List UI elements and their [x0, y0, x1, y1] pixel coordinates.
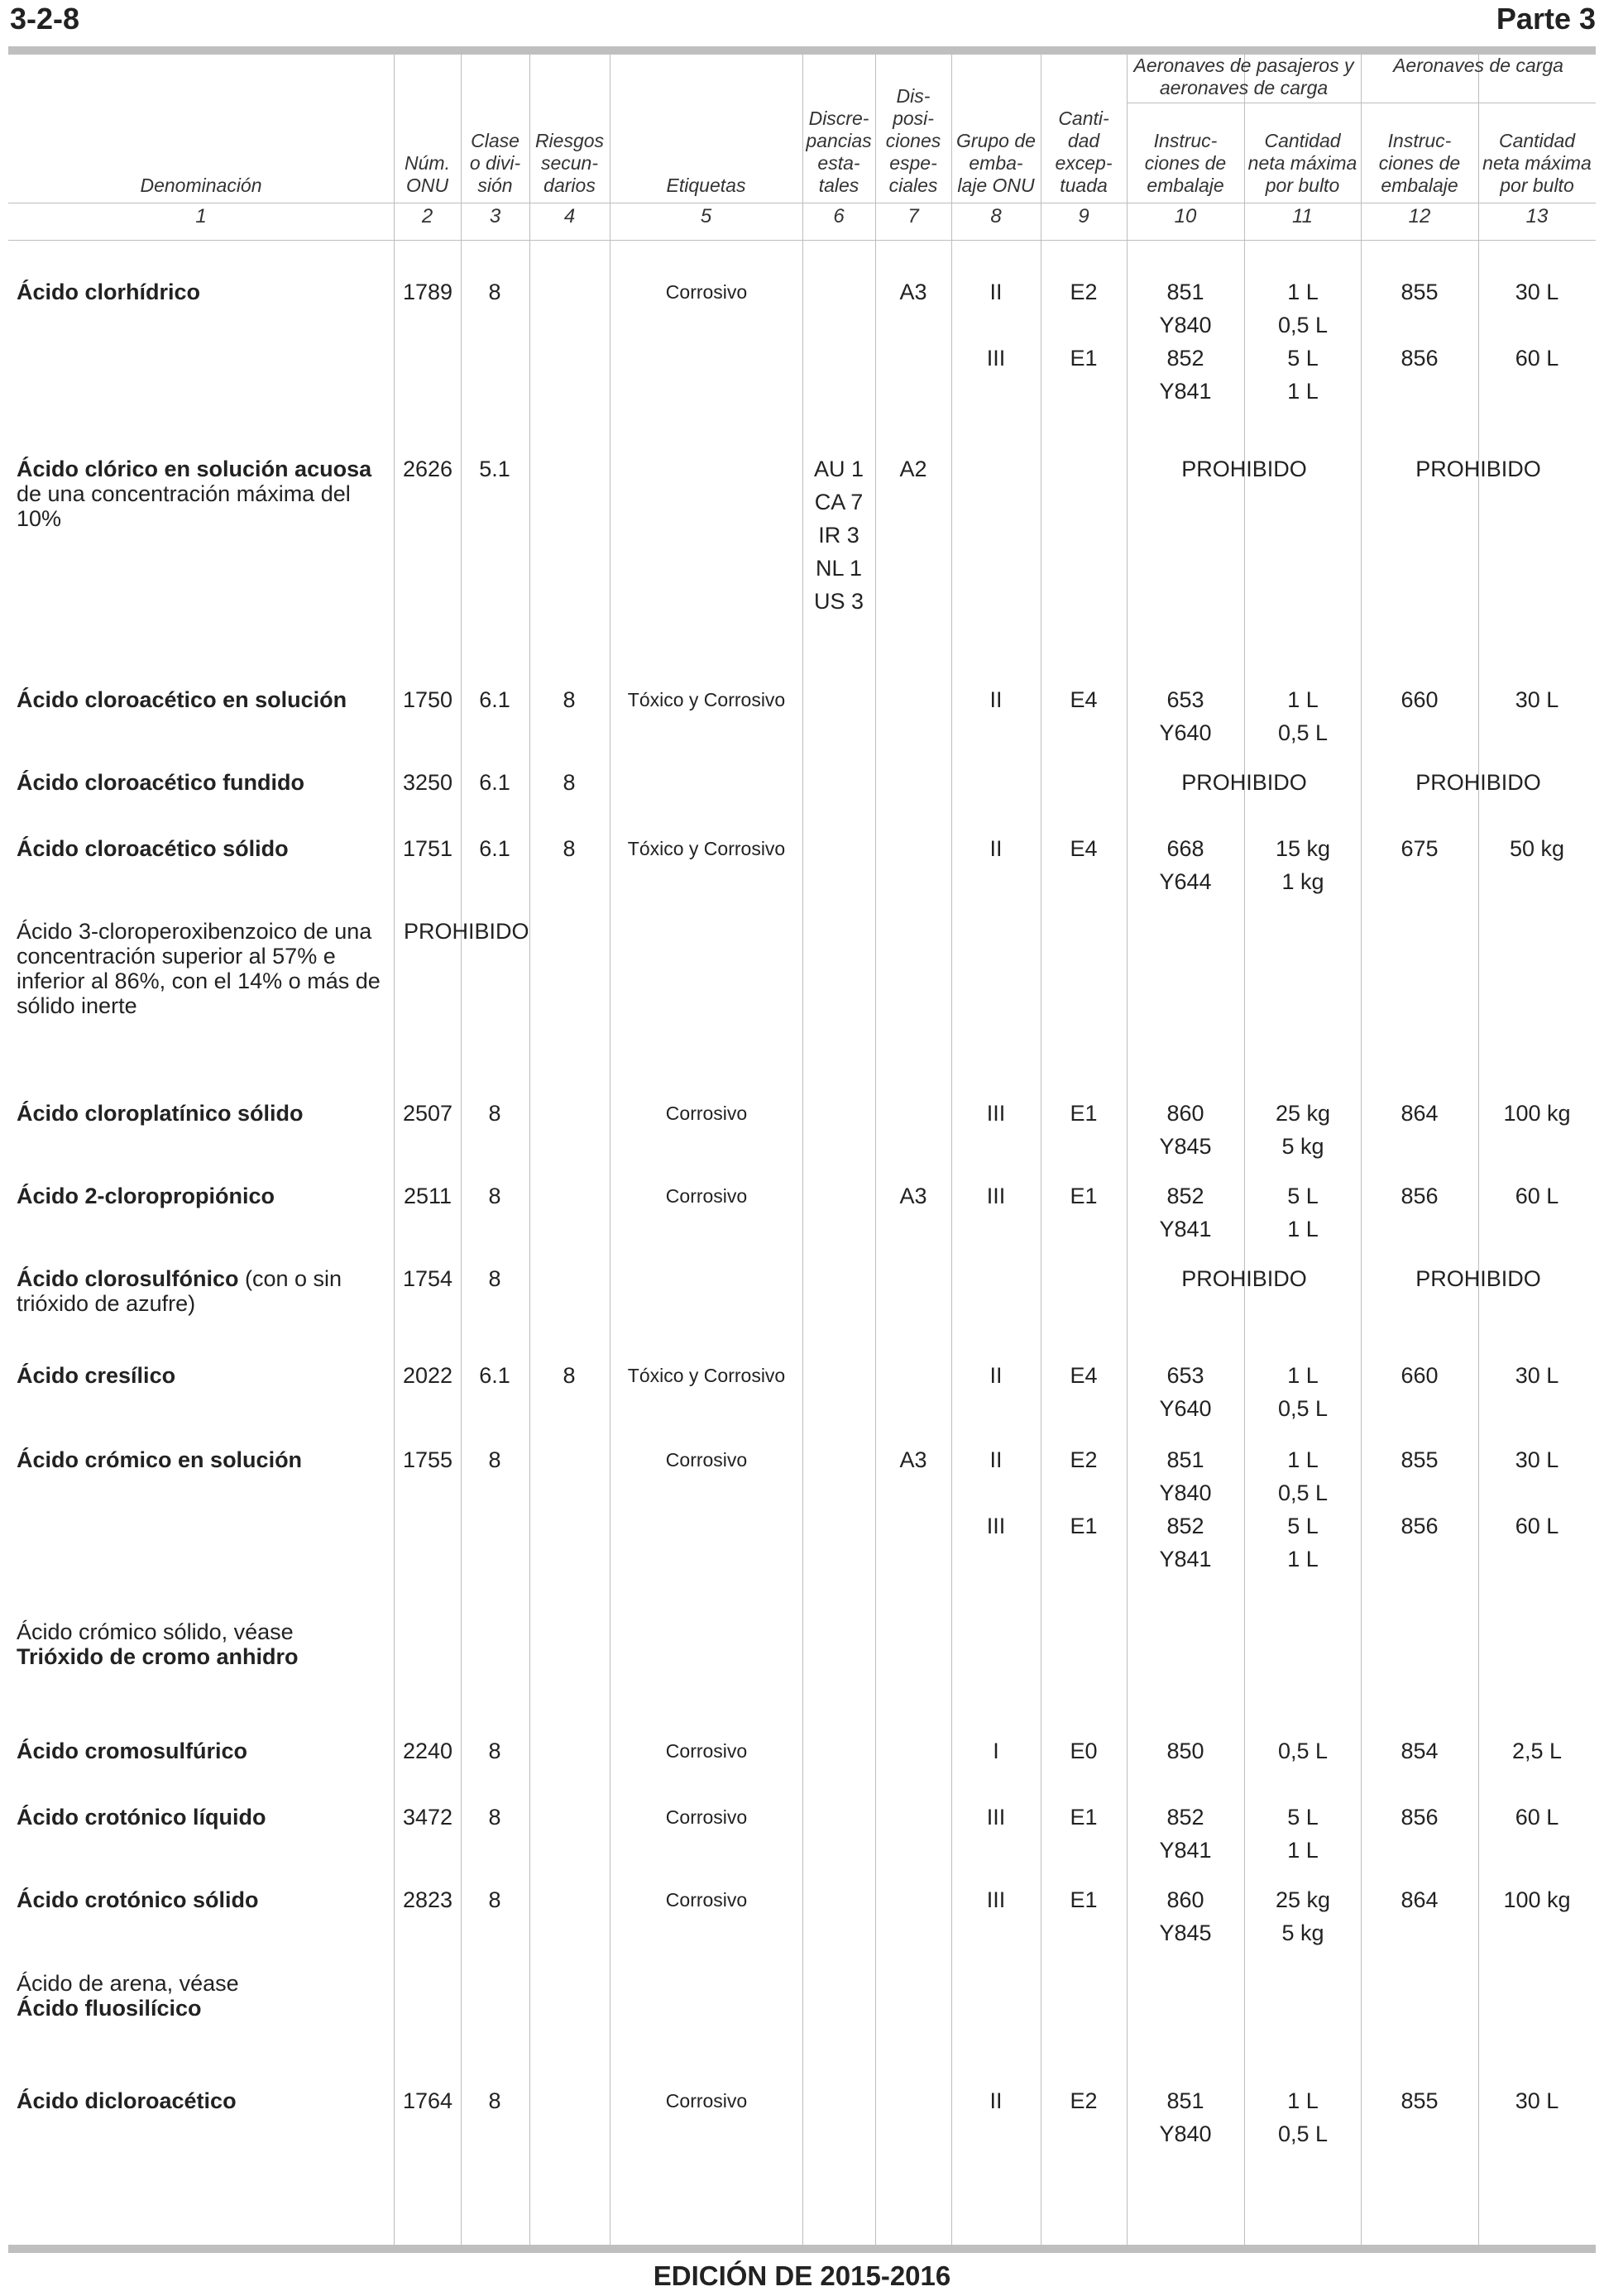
packing-value: 1 L: [1287, 2088, 1319, 2113]
forbidden-cargo: PROHIBIDO: [1415, 1266, 1541, 1291]
packing-value: 0,5 L: [1277, 1739, 1329, 1763]
column-divider: [461, 55, 462, 2245]
column-header-label: Cantidad neta máxima por bulto: [1482, 130, 1592, 196]
hazard-class: 6.1: [479, 687, 510, 712]
packing-value: 851: [1166, 1447, 1204, 1472]
subsidiary-risk: 8: [563, 687, 576, 712]
packing-value: 851: [1166, 280, 1204, 304]
packing-value: 100 kg: [1503, 1887, 1571, 1912]
substance-name-bold: Ácido crómico en solución: [17, 1447, 303, 1472]
packing-value: E2: [1070, 1447, 1098, 1472]
substance-name-plain: Ácido 3-cloroperoxibenzoico de una concentración superior al 57% e inferior al 86%, con el 14% o más de sólido inerte: [17, 919, 381, 1018]
packing-value: Y841: [1159, 379, 1212, 404]
packing-value: 653: [1166, 1363, 1204, 1388]
packing-value: 668: [1166, 836, 1204, 861]
forbidden-cargo: PROHIBIDO: [1415, 770, 1541, 795]
packing-value: II: [989, 836, 1003, 861]
column-header-label: Discre- pancias esta- tales: [806, 108, 872, 196]
column-number: 13: [1525, 205, 1549, 227]
packing-value: Y640: [1159, 1396, 1212, 1421]
substance-name-bold: Ácido crotónico sólido: [17, 1887, 259, 1912]
state-variation: US 3: [813, 589, 864, 614]
part-title: Parte 3: [1496, 2, 1596, 36]
column-divider: [875, 55, 876, 2245]
column-divider: [1361, 55, 1362, 2245]
substance-name: [17, 770, 393, 795]
packing-value: 860: [1166, 1887, 1204, 1912]
packing-value: III: [986, 346, 1006, 371]
substance-name-bold: Ácido clórico en solución acuosa: [17, 457, 372, 481]
packing-value: 30 L: [1515, 1447, 1559, 1472]
hazard-label: Corrosivo: [665, 1185, 748, 1207]
un-number: 2507: [402, 1101, 453, 1126]
packing-value: 0,5 L: [1277, 1396, 1329, 1421]
substance-name-rest: de una concentración máxima del 10%: [17, 481, 351, 531]
substance-name-bold: Ácido cloroacético fundido: [17, 770, 305, 795]
column-header-label: Clase o divi- sión: [469, 130, 521, 196]
packing-value: 1 L: [1287, 687, 1319, 712]
un-number: 1754: [402, 1266, 453, 1291]
packing-value: 851: [1166, 2088, 1204, 2113]
packing-value: 30 L: [1515, 1363, 1559, 1388]
packing-value: 0,5 L: [1277, 2121, 1329, 2146]
packing-value: E2: [1070, 280, 1098, 304]
packing-value: Y644: [1159, 869, 1212, 894]
substance-name: [17, 1805, 393, 1830]
substance-name: [17, 1363, 393, 1388]
hazard-class: 8: [488, 1805, 501, 1830]
top-rule: [8, 46, 1596, 55]
packing-value: E0: [1070, 1739, 1098, 1763]
state-variation: NL 1: [815, 556, 863, 581]
substance-name: [17, 1447, 393, 1472]
un-number: 3472: [402, 1805, 453, 1830]
packing-value: 675: [1401, 836, 1439, 861]
packing-value: 25 kg: [1275, 1101, 1331, 1126]
column-number: 10: [1174, 205, 1197, 227]
packing-value: Y840: [1159, 2121, 1212, 2146]
packing-value: III: [986, 1805, 1006, 1830]
substance-name-bold: Ácido 2-cloropropiónico: [17, 1184, 275, 1208]
column-header: [1478, 104, 1596, 202]
packing-value: Y840: [1159, 1480, 1212, 1505]
column-header-label: Denominación: [140, 175, 262, 196]
column-header: [461, 55, 529, 202]
column-header-label: Grupo de emba- laje ONU: [956, 130, 1036, 196]
packing-value: 5 L: [1287, 346, 1319, 371]
subsidiary-risk: 8: [563, 1363, 576, 1388]
column-header-label: Canti- dad excep- tuada: [1055, 108, 1113, 196]
packing-value: E1: [1070, 1184, 1098, 1208]
packing-value: 855: [1401, 2088, 1439, 2113]
un-number: 1755: [402, 1447, 453, 1472]
state-variation: AU 1: [813, 457, 864, 481]
packing-value: 60 L: [1515, 1184, 1559, 1208]
hazard-class: 6.1: [479, 770, 510, 795]
hazard-class: 5.1: [479, 457, 510, 481]
forbidden-passenger: PROHIBIDO: [1181, 770, 1307, 795]
section-number: 3-2-8: [10, 2, 80, 36]
bottom-rule: [8, 2245, 1596, 2253]
column-number: 4: [563, 205, 576, 227]
special-provision: A3: [899, 280, 927, 304]
column-header-label: Núm. ONU: [405, 152, 450, 196]
packing-value: 1 L: [1287, 1217, 1319, 1241]
packing-value: 1 kg: [1281, 869, 1324, 894]
column-number: 8: [990, 205, 1002, 227]
packing-value: E1: [1070, 346, 1098, 371]
forbidden-cargo: PROHIBIDO: [1415, 457, 1541, 481]
state-variation: IR 3: [818, 523, 859, 548]
special-provision: A3: [899, 1184, 927, 1208]
packing-value: 855: [1401, 280, 1439, 304]
packing-value: II: [989, 1447, 1003, 1472]
packing-value: 60 L: [1515, 1805, 1559, 1830]
packing-value: 0,5 L: [1277, 720, 1329, 745]
packing-value: 5 L: [1287, 1805, 1319, 1830]
packing-value: 660: [1401, 1363, 1439, 1388]
substance-name-bold: Ácido dicloroacético: [17, 2088, 237, 2113]
packing-value: II: [989, 280, 1003, 304]
column-number: 6: [833, 205, 845, 227]
packing-value: 660: [1401, 687, 1439, 712]
packing-value: 856: [1401, 1805, 1439, 1830]
column-header-label: Riesgos secun- darios: [534, 130, 605, 196]
substance-name: [17, 919, 393, 1018]
packing-value: 852: [1166, 1184, 1204, 1208]
column-number: 3: [489, 205, 501, 227]
substance-name: [17, 1184, 393, 1208]
hazard-label: Tóxico y Corrosivo: [627, 689, 786, 710]
column-number: 9: [1078, 205, 1089, 227]
special-provision: A3: [899, 1447, 927, 1472]
column-divider: [529, 55, 530, 2245]
hazard-class: 8: [488, 1184, 501, 1208]
packing-value: 860: [1166, 1101, 1204, 1126]
packing-value: E1: [1070, 1101, 1098, 1126]
column-header: [610, 55, 802, 202]
packing-value: 5 kg: [1281, 1134, 1324, 1159]
column-divider: [951, 55, 952, 2245]
column-header-label: Dis- posi- ciones espe- ciales: [885, 85, 941, 196]
packing-value: 855: [1401, 1447, 1439, 1472]
packing-value: E1: [1070, 1514, 1098, 1538]
state-variation: CA 7: [814, 490, 864, 514]
column-number-rule: [8, 240, 1596, 241]
group-header-passenger: Aeronaves de pasajeros y aeronaves de carga: [1133, 55, 1354, 98]
un-number: 1764: [402, 2088, 453, 2113]
column-header: [1361, 104, 1478, 202]
packing-value: Y640: [1159, 720, 1212, 745]
column-header: [1244, 104, 1361, 202]
packing-value: E4: [1070, 687, 1098, 712]
packing-value: 1 L: [1287, 280, 1319, 304]
packing-value: 1 L: [1287, 1838, 1319, 1863]
substance-name-bold: Ácido cresílico: [17, 1363, 176, 1388]
packing-value: 864: [1401, 1101, 1439, 1126]
packing-value: 854: [1401, 1739, 1439, 1763]
un-number: 2626: [402, 457, 453, 481]
substance-name-bold: Ácido cloroplatínico sólido: [17, 1101, 304, 1126]
packing-value: 15 kg: [1275, 836, 1331, 861]
packing-value: II: [989, 687, 1003, 712]
substance-name-plain: Ácido de arena, véase: [17, 1971, 239, 1996]
hazard-label: Corrosivo: [665, 2090, 748, 2112]
see-reference: Ácido fluosilícico: [17, 1996, 202, 2021]
see-reference: Trióxido de cromo anhidro: [17, 1644, 299, 1669]
packing-value: 100 kg: [1503, 1101, 1571, 1126]
packing-value: 1 L: [1287, 1547, 1319, 1571]
column-header-label: Instruc- ciones de embalaje: [1144, 130, 1227, 196]
packing-value: Y841: [1159, 1838, 1212, 1863]
column-divider: [802, 55, 803, 2245]
column-number: 7: [907, 205, 919, 227]
substance-name: [17, 836, 393, 861]
packing-value: 852: [1166, 346, 1204, 371]
substance-name-plain: Ácido crómico sólido, véase: [17, 1619, 294, 1644]
packing-value: 25 kg: [1275, 1887, 1331, 1912]
packing-value: 1 L: [1287, 1447, 1319, 1472]
hazard-class: 8: [488, 1101, 501, 1126]
subsidiary-risk: 8: [563, 770, 576, 795]
subsidiary-risk: 8: [563, 836, 576, 861]
un-number: 2823: [402, 1887, 453, 1912]
group-header-cargo: Aeronaves de carga: [1393, 55, 1563, 76]
packing-value: E1: [1070, 1887, 1098, 1912]
packing-value: 60 L: [1515, 346, 1559, 371]
packing-value: 30 L: [1515, 280, 1559, 304]
column-header: [1041, 55, 1127, 202]
packing-value: 5 L: [1287, 1514, 1319, 1538]
hazard-label: Corrosivo: [665, 1806, 748, 1828]
packing-value: 856: [1401, 1184, 1439, 1208]
column-divider: [1127, 55, 1128, 2245]
column-header: [875, 55, 951, 202]
packing-value: E1: [1070, 1805, 1098, 1830]
forbidden-all: PROHIBIDO: [404, 919, 529, 944]
packing-value: 30 L: [1515, 2088, 1559, 2113]
hazard-label: Corrosivo: [665, 1889, 748, 1911]
packing-value: 1 L: [1287, 379, 1319, 404]
substance-name-bold: Ácido cloroacético en solución: [17, 687, 347, 712]
un-number: 1789: [402, 280, 453, 304]
column-header: [529, 55, 610, 202]
substance-name: [17, 1739, 393, 1763]
column-header: [8, 55, 394, 202]
substance-name-bold: Ácido clorhídrico: [17, 280, 201, 304]
packing-value: 1 L: [1287, 1363, 1319, 1388]
packing-value: 852: [1166, 1514, 1204, 1538]
column-header-label: Etiquetas: [666, 175, 746, 196]
packing-value: 5 kg: [1281, 1921, 1324, 1945]
column-number: 12: [1408, 205, 1431, 227]
packing-value: E4: [1070, 1363, 1098, 1388]
packing-value: E4: [1070, 836, 1098, 861]
hazard-class: 8: [488, 1266, 501, 1291]
substance-name: [17, 1266, 393, 1316]
packing-value: Y840: [1159, 313, 1212, 337]
packing-value: 2,5 L: [1511, 1739, 1563, 1763]
hazard-class: 6.1: [479, 1363, 510, 1388]
substance-name: [17, 1887, 393, 1912]
substance-name: [17, 280, 393, 304]
hazard-class: 6.1: [479, 836, 510, 861]
column-number: 2: [421, 205, 433, 227]
packing-value: 0,5 L: [1277, 1480, 1329, 1505]
column-number: 1: [195, 205, 207, 227]
packing-value: 50 kg: [1509, 836, 1565, 861]
hazard-class: 8: [488, 2088, 501, 2113]
column-header: [394, 55, 461, 202]
packing-value: III: [986, 1184, 1006, 1208]
un-number: 3250: [402, 770, 453, 795]
un-number: 1750: [402, 687, 453, 712]
packing-value: 60 L: [1515, 1514, 1559, 1538]
hazard-label: Tóxico y Corrosivo: [627, 1365, 786, 1386]
packing-value: 852: [1166, 1805, 1204, 1830]
packing-value: 850: [1166, 1739, 1204, 1763]
hazard-class: 8: [488, 280, 501, 304]
packing-value: Y845: [1159, 1921, 1212, 1945]
packing-value: Y841: [1159, 1217, 1212, 1241]
packing-value: 653: [1166, 687, 1204, 712]
packing-value: Y841: [1159, 1547, 1212, 1571]
special-provision: A2: [899, 457, 927, 481]
un-number: 1751: [402, 836, 453, 861]
packing-value: 864: [1401, 1887, 1439, 1912]
packing-value: 856: [1401, 346, 1439, 371]
column-number: 5: [700, 205, 712, 227]
hazard-label: Corrosivo: [665, 1740, 748, 1762]
hazard-class: 8: [488, 1447, 501, 1472]
column-divider: [1244, 55, 1245, 2245]
hazard-label: Tóxico y Corrosivo: [627, 838, 786, 859]
hazard-label: Corrosivo: [665, 281, 748, 303]
column-header: [802, 55, 875, 202]
hazard-label: Corrosivo: [665, 1449, 748, 1471]
packing-value: II: [989, 2088, 1003, 2113]
substance-name-bold: Ácido cloroacético sólido: [17, 836, 289, 861]
substance-name: [17, 1619, 393, 1669]
column-divider: [1478, 55, 1479, 2245]
packing-value: III: [986, 1514, 1006, 1538]
substance-name-bold: Ácido crotónico líquido: [17, 1805, 266, 1830]
packing-value: Y845: [1159, 1134, 1212, 1159]
column-header-label: Cantidad neta máxima por bulto: [1247, 130, 1357, 196]
packing-value: 30 L: [1515, 687, 1559, 712]
packing-value: III: [986, 1101, 1006, 1126]
column-header: [1127, 104, 1244, 202]
forbidden-passenger: PROHIBIDO: [1181, 457, 1307, 481]
column-header: [951, 55, 1041, 202]
un-number: 2022: [402, 1363, 453, 1388]
packing-value: 5 L: [1287, 1184, 1319, 1208]
packing-value: 0,5 L: [1277, 313, 1329, 337]
substance-name: [17, 687, 393, 712]
substance-name: [17, 1101, 393, 1126]
packing-value: II: [989, 1363, 1003, 1388]
column-number: 11: [1292, 205, 1313, 227]
packing-value: 856: [1401, 1514, 1439, 1538]
un-number: 2240: [402, 1739, 453, 1763]
edition-footer: EDICIÓN DE 2015-2016: [653, 2260, 951, 2291]
substance-name-bold: Ácido clorosulfónico: [17, 1266, 239, 1291]
packing-value: I: [993, 1739, 999, 1763]
packing-value: III: [986, 1887, 1006, 1912]
hazard-class: 8: [488, 1739, 501, 1763]
packing-value: E2: [1070, 2088, 1098, 2113]
forbidden-passenger: PROHIBIDO: [1181, 1266, 1307, 1291]
hazard-class: 8: [488, 1887, 501, 1912]
substance-name: [17, 2088, 393, 2113]
substance-name: [17, 457, 393, 531]
column-header-label: Instruc- ciones de embalaje: [1378, 130, 1461, 196]
hazard-label: Corrosivo: [665, 1103, 748, 1124]
column-divider: [394, 55, 395, 2245]
substance-name-rest: (con o sin trióxido de azufre): [17, 1266, 342, 1316]
un-number: 2511: [403, 1184, 452, 1208]
substance-name-bold: Ácido cromosulfúrico: [17, 1739, 248, 1763]
substance-name: [17, 1971, 393, 2021]
